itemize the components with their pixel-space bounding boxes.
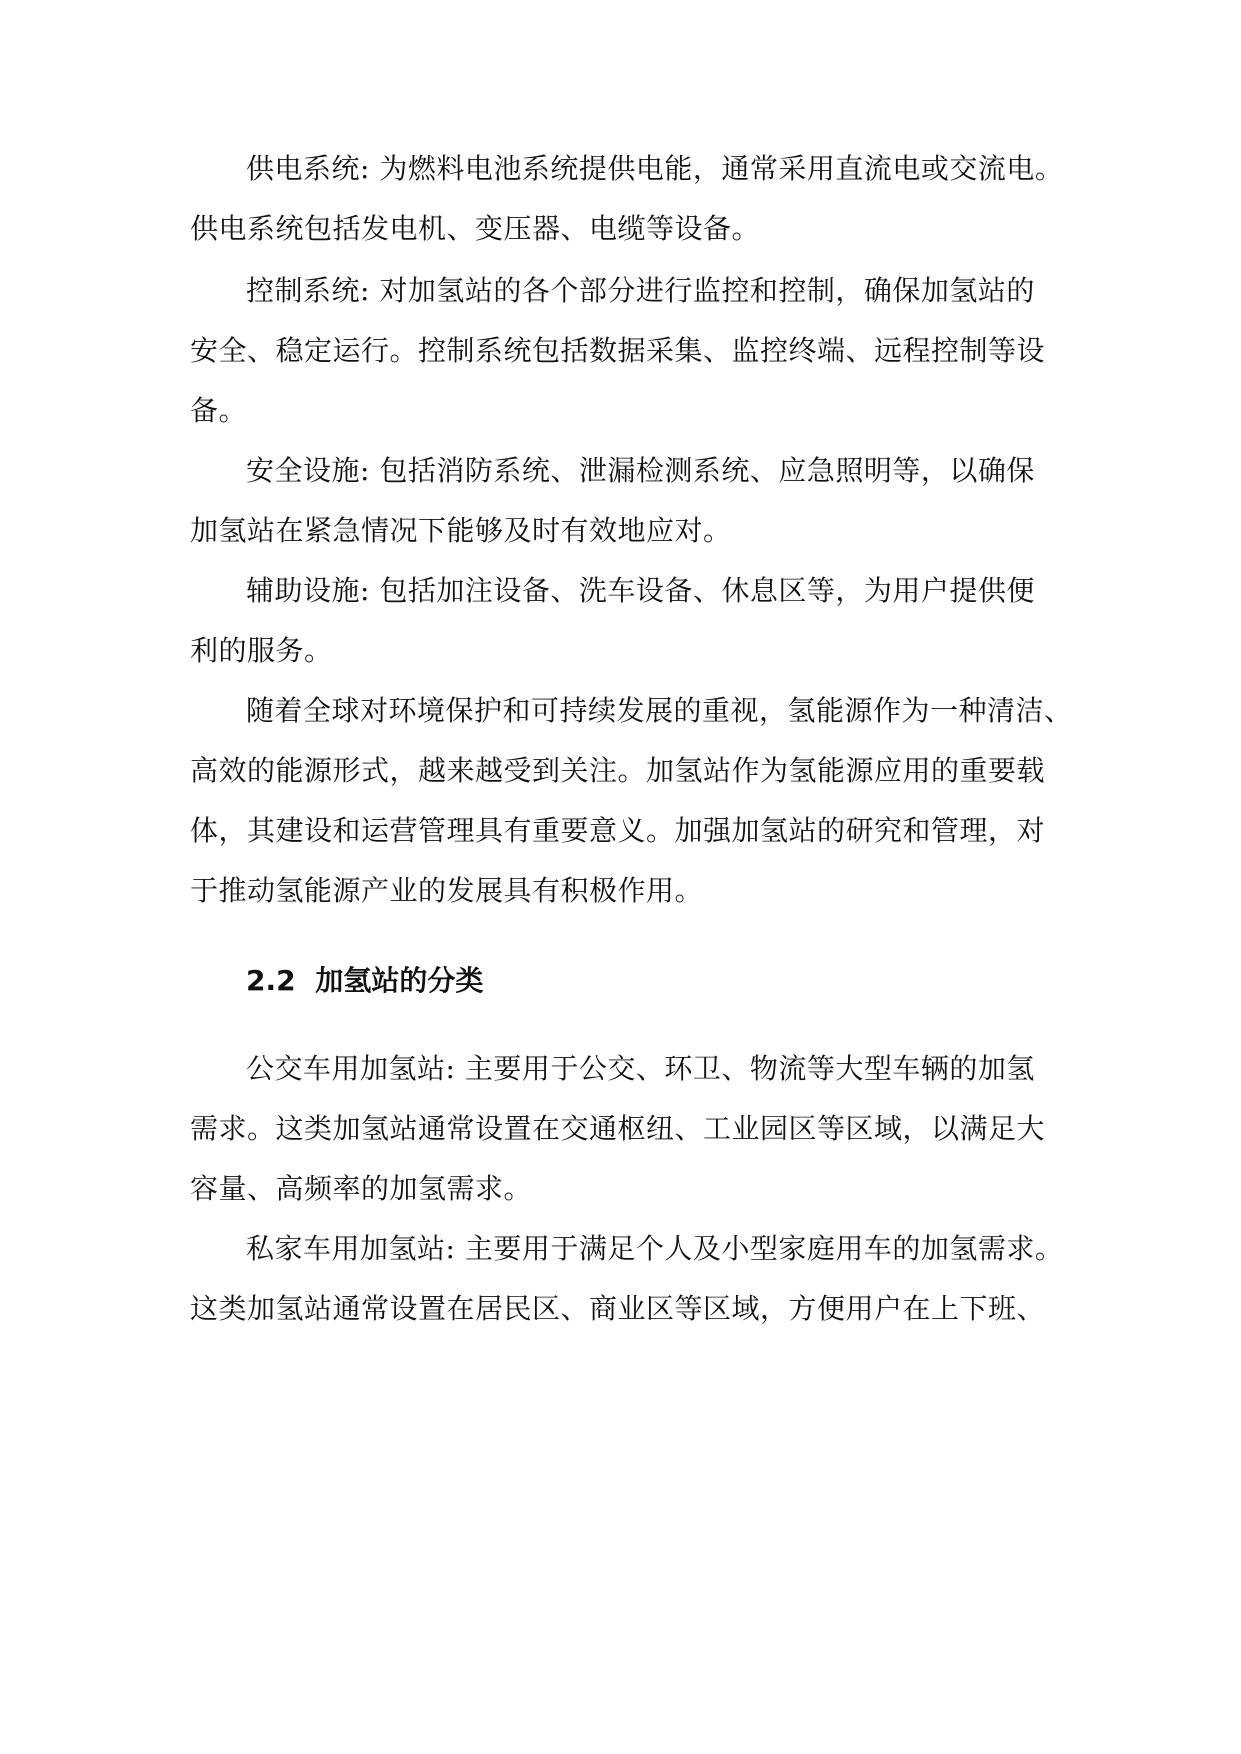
paragraph-power-line-2: 供电系统包括发电机、变压器、电缆等设备。 <box>190 212 761 245</box>
paragraph-power-line-1: 供电系统: 为燃料电池系统提供电能，通常采用直流电或交流电。 <box>246 152 1064 185</box>
paragraph-bus-station-line-1: 公交车用加氢站: 主要用于公交、环卫、物流等大型车辆的加氢 <box>246 1052 1035 1085</box>
section-number: 2.2 <box>246 964 296 997</box>
paragraph-safety-line-1: 安全设施: 包括消防系统、泄漏检测系统、应急照明等，以确保 <box>246 454 1035 487</box>
paragraph-summary-line-4: 于推动氢能源产业的发展具有积极作用。 <box>190 874 704 907</box>
paragraph-summary-line-3: 体，其建设和运营管理具有重要意义。加强加氢站的研究和管理，对 <box>190 814 1046 847</box>
paragraph-safety-line-2: 加氢站在紧急情况下能够及时有效地应对。 <box>190 514 732 547</box>
paragraph-auxiliary-line-1: 辅助设施: 包括加注设备、洗车设备、休息区等，为用户提供便 <box>246 574 1035 607</box>
paragraph-private-car-line-1: 私家车用加氢站: 主要用于满足个人及小型家庭用车的加氢需求。 <box>246 1232 1064 1265</box>
paragraph-control-line-2: 安全、稳定运行。控制系统包括数据采集、监控终端、远程控制等设 <box>190 334 1046 367</box>
paragraph-bus-station-line-3: 容量、高频率的加氢需求。 <box>190 1172 533 1205</box>
section-title: 加氢站的分类 <box>315 964 484 997</box>
paragraph-auxiliary-line-2: 利的服务。 <box>190 634 333 667</box>
paragraph-control-line-3: 备。 <box>190 394 248 427</box>
paragraph-summary-line-2: 高效的能源形式，越来越受到关注。加氢站作为氢能源应用的重要载 <box>190 754 1046 787</box>
paragraph-bus-station-line-2: 需求。这类加氢站通常设置在交通枢纽、工业园区等区域，以满足大 <box>190 1112 1046 1145</box>
section-heading <box>246 961 483 1001</box>
paragraph-summary-line-1: 随着全球对环境保护和可持续发展的重视，氢能源作为一种清洁、 <box>246 694 1073 727</box>
paragraph-control-line-1: 控制系统: 对加氢站的各个部分进行监控和控制，确保加氢站的 <box>246 274 1035 307</box>
paragraph-private-car-line-2: 这类加氢站通常设置在居民区、商业区等区域，方便用户在上下班、 <box>190 1292 1046 1325</box>
